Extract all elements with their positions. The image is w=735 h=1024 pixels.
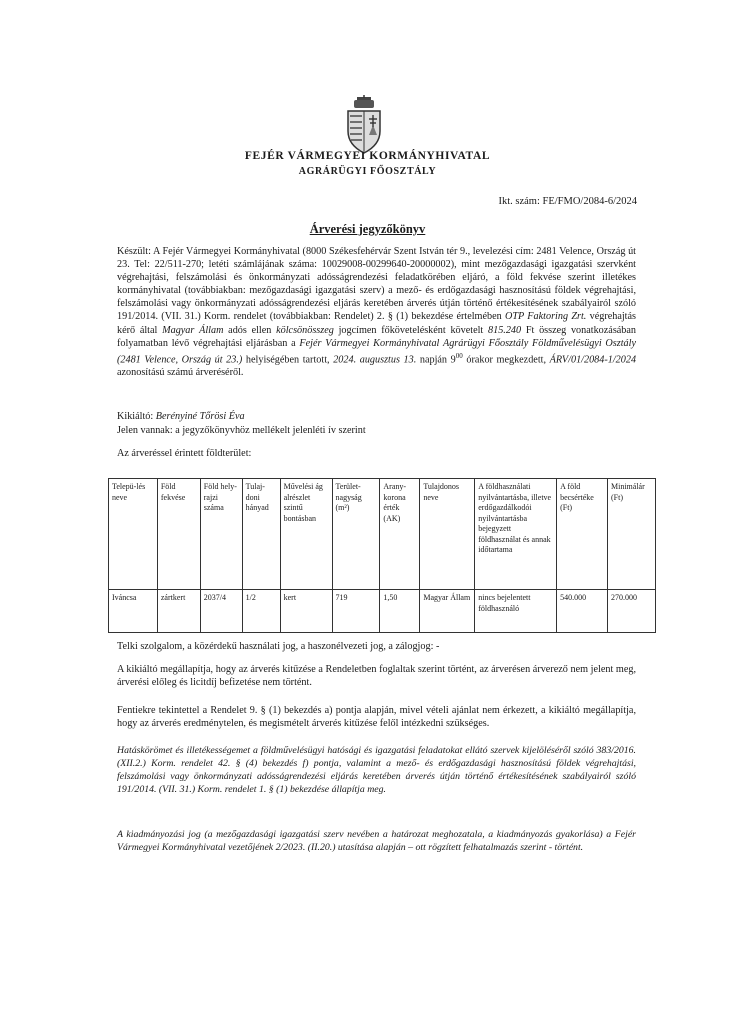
creditor: OTP Faktoring Zrt. xyxy=(504,311,587,323)
table-header-cell: Minimálár (Ft) xyxy=(608,479,656,590)
auction-date: 2024. augusztus 13. xyxy=(333,354,417,366)
land-intro: Az árveréssel érintett földterület: xyxy=(117,448,252,459)
document-title: Árverési jegyzőkönyv xyxy=(309,222,426,236)
department-name: AGRÁRÜGYI FŐOSZTÁLY xyxy=(298,166,437,177)
table-header-cell: Tulaj-doni hányad xyxy=(242,479,280,590)
intro-paragraph: Készült: A Fejér Vármegyei Kormányhivatal (8000 Székesfehérvár Szent István tér 9., levelezési cím: 2481 Velence, Ország út 23. Tel: 22/511-270; letéti számlájának száma: 10029008-00299640-20000002), mint mezőgazdasági igazgatási szervként végrehajtási, felszámolási és önkormányzati adósságrendezési feladatkörében eljáró, a föld fekvése szerint illetékes kormányhivatal (továbbiakban: mezőgazdasági igazgatási szerv) a mező- és erdőgazdasági hasznosítású földek végrehajtási, felszámolási vagy önkormányzati adósságrendezési eljárás keretében árverés útján történő értékesítésének szabályairól szóló 191/2014. (VII. 31.) Korm. rendelet (továbbiakban: Rendelet) 2. § (1) bekezdése értelmében OTP Faktoring Zrt. végrehajtás kérő által Magyar Állam adós ellen kölcsönösszeg jogcímen főkövetelésként követelt 815.240 Ft összeg vonatkozásában folyamatban lévő végrehajtási eljárásban a Fejér Vármegyei Kormányhivatal Agrárügyi Főosztály Földművelésügyi Osztály (2481 Velence, Ország út 23.) helyiségében tartott, 2024. augusztus 13. napján $9^{00}$ órakor megkezdett, ÁRV/01/2084-1/2024 azonosítású számú árveréséről. xyxy=(117,246,637,379)
table-cell: Iváncsa xyxy=(109,590,158,633)
claim-type: kölcsönösszeg xyxy=(276,324,334,336)
office-name: FEJÉR VÁRMEGYEI KORMÁNYHIVATAL xyxy=(244,150,491,162)
finding-paragraph-2: Fentiekre tekintettel a Rendelet 9. § (1) bekezdés a) pontja alapján, mivel vételi ajánlat nem érkezett, a kikiáltó megállapítja, hogy az árverés eredménytelen, és megismételt árverés kitűzése felől intézkedni szükséges. xyxy=(117,705,636,730)
table-header-cell: Telepü-lés neve xyxy=(109,479,158,590)
table-cell: 2037/4 xyxy=(200,590,242,633)
table-header-cell: Terület-nagyság (m²) xyxy=(332,479,380,590)
finding-paragraph-1: A kikiáltó megállapítja, hogy az árverés kitűzése a Rendeletben foglaltak szerint történt, az árverésen árverező nem jelent meg, árverési előleg és licitdíj befizetése nem történt. xyxy=(117,664,636,689)
delegation-paragraph: A kiadmányozási jog (a mezőgazdasági igazgatási szerv nevében a határozat meghozatala, a kiadmányozás gyakorlása) a Fejér Vármegyei Kormányhivatal vezetőjének 2/2023. (II.20.) utasítása alapján – ott rögzített felhatalmazás szerint - történt. xyxy=(117,829,636,854)
table-header-cell: Föld fekvése xyxy=(157,479,200,590)
table-cell: 270.000 xyxy=(608,590,656,633)
table-cell: kert xyxy=(280,590,332,633)
table-cell: nincs bejelentett földhasználó xyxy=(475,590,557,633)
auctioneer-line: Kikiáltó: Berényiné Tőrösi Éva xyxy=(117,411,245,422)
table-header-cell: A föld becsértéke (Ft) xyxy=(557,479,608,590)
table-cell: 1/2 xyxy=(242,590,280,633)
table-header-cell: Tulajdonos neve xyxy=(420,479,475,590)
easements-line: Telki szolgalom, a közérdekű használati jog, a haszonélvezeti jog, a zálogjog: - xyxy=(117,641,440,652)
table-header-cell: Arany-korona érték (AK) xyxy=(380,479,420,590)
table-header-row xyxy=(109,479,656,590)
case-id: ÁRV/01/2084-1/2024 xyxy=(549,354,637,366)
reference-number: Ikt. szám: FE/FMO/2084-6/2024 xyxy=(498,196,637,207)
table-row xyxy=(109,590,656,633)
venue: Fejér Vármegyei Kormányhivatal Agrárügyi Főosztály Földművelésügyi Osztály (2481 Velence, Ország út 23.) xyxy=(117,337,636,366)
table-cell: 719 xyxy=(332,590,380,633)
table-cell: Magyar Állam xyxy=(420,590,475,633)
present-line: Jelen vannak: a jegyzőkönyvhöz mellékelt jelenléti ív szerint xyxy=(117,425,366,436)
table-cell: zártkert xyxy=(157,590,200,633)
legal-basis-paragraph: Hatáskörömet és illetékességemet a földművelésügyi hatósági és igazgatási feladatokat ellátó szervek kijelöléséről szóló 383/2016. (XII.2.) Korm. rendelet 42. § (4) bekezdés f) pontja, valamint a mező- és erdőgazdasági hasznosítású földek végrehajtási, felszámolási vagy önkormányzati adósságrendezési eljárás keretében árverés útján történő értékesítésének szabályairól szóló 191/2014. (VII. 31.) Korm. rendelet 1. § (1) bekezdése állapítja meg. xyxy=(117,745,636,796)
table-header-cell: Művelési ág alrészlet szintű bontásban xyxy=(280,479,332,590)
debtor: Magyar Állam xyxy=(162,324,224,336)
claim-amount: 815.240 xyxy=(488,324,522,336)
table-header-cell: A földhasználati nyilvántartásba, illetve erdőgazdálkodói nyilvántartásba bejegyzett földhasználat és annak időtartama xyxy=(475,479,557,590)
auctioneer-name: Berényiné Tőrösi Éva xyxy=(155,411,245,422)
land-table xyxy=(108,478,656,633)
table-header-cell: Föld hely-rajzi száma xyxy=(200,479,242,590)
table-cell: 1,50 xyxy=(380,590,420,633)
table-cell: 540.000 xyxy=(557,590,608,633)
